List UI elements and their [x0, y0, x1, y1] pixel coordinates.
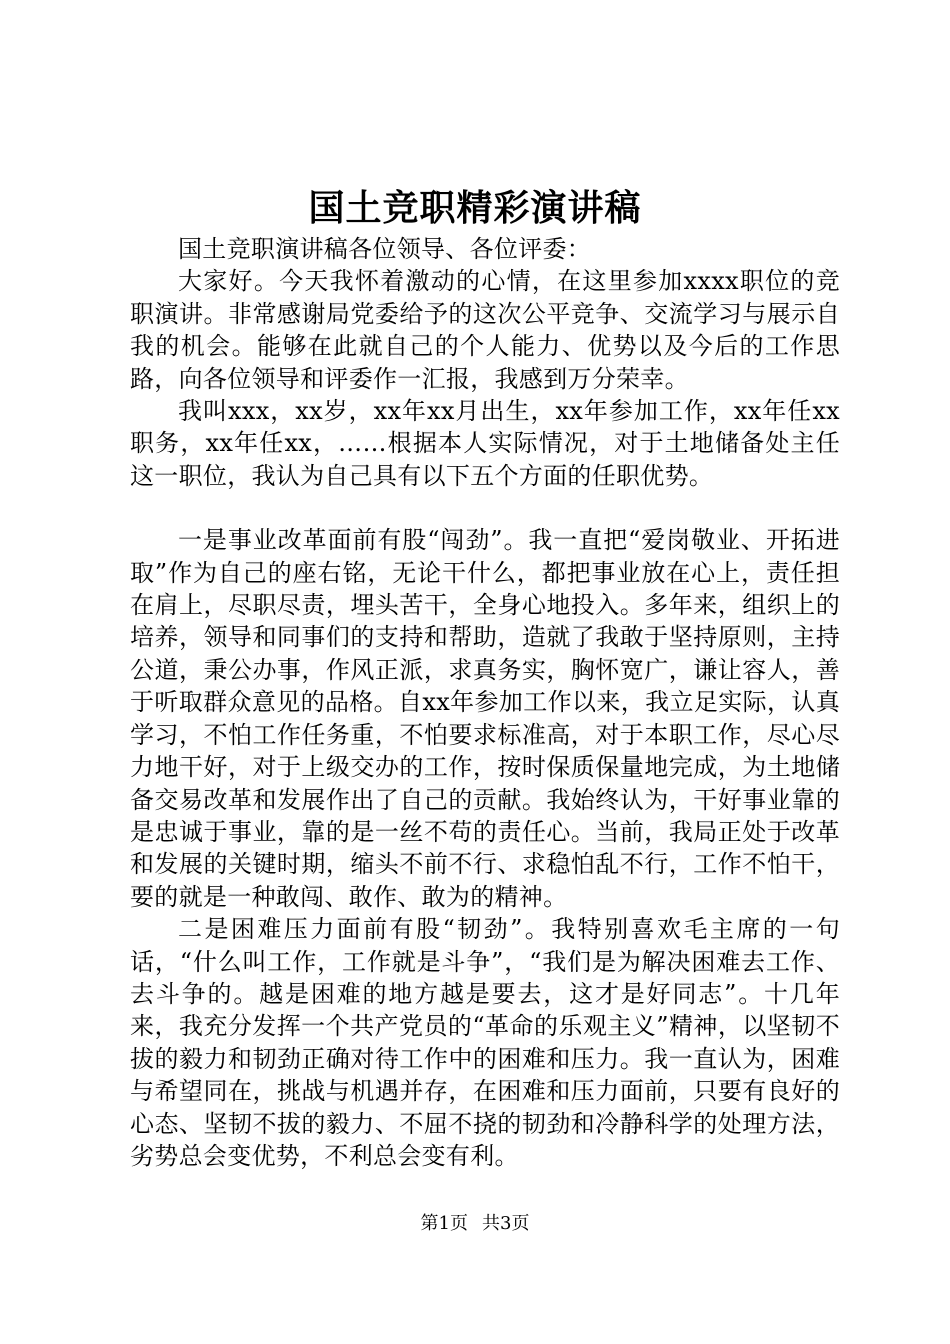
salutation-paragraph: 国土竞职演讲稿各位领导、各位评委：	[178, 235, 592, 263]
paragraph-spacer	[130, 492, 840, 524]
self-introduction-paragraph: 我叫xxx，xx岁，xx年xx月出生，xx年参加工作，xx年任xx职务，xx年任xx，……根据本人实际情况，对于土地储备处主任这一职位，我认为自己具有以下五个方面的任职优势。	[130, 397, 840, 490]
page-total: 共3页	[482, 1213, 530, 1234]
advantage-one-paragraph: 一是事业改革面前有股“闯劲”。我一直把“爱岗敬业、开拓进取”作为自己的座右铭，无论干什么，都把事业放在心上，责任担在肩上，尽职尽责，埋头苦干，全身心地投入。多年来，组织上的培养，领导和同事们的支持和帮助，造就了我敢于坚持原则，主持公道，秉公办事，作风正派，求真务实，胸怀宽广，谦让容人，善于听取群众意见的品格。自xx年参加工作以来，我立足实际，认真学习，不怕工作任务重，不怕要求标准高，对于本职工作，尽心尽力地干好，对于上级交办的工作，按时保质保量地完成，为土地储备交易改革和发展作出了自己的贡献。我始终认为，干好事业靠的是忠诚于事业，靠的是一丝不苟的责任心。当前，我局正处于改革和发展的关键时期，缩头不前不行、求稳怕乱不行，工作不怕干，要的就是一种敢闯、敢作、敢为的精神。	[130, 526, 840, 911]
opening-paragraph: 大家好。今天我怀着激动的心情，在这里参加xxxx职位的竞职演讲。非常感谢局党委给予的这次公平竞争、交流学习与展示自我的机会。能够在此就自己的个人能力、优势以及今后的工作思路，向各位领导和评委作一汇报，我感到万分荣幸。	[130, 267, 840, 393]
advantage-two-paragraph: 二是困难压力面前有股“韧劲”。我特别喜欢毛主席的一句话，“什么叫工作，工作就是斗争”，“我们是为解决困难去工作、去斗争的。越是困难的地方越是要去，这才是好同志”。十几年来，我充分发挥一个共产党员的“革命的乐观主义”精神，以坚韧不拔的毅力和韧劲正确对待工作中的困难和压力。我一直认为，困难与希望同在，挑战与机遇并存，在困难和压力面前，只要有良好的心态、坚韧不拔的毅力、不屈不挠的韧劲和冷静科学的处理方法，劣势总会变优势，不利总会变有利。	[130, 915, 840, 1170]
document-title: 国土竞职精彩演讲稿	[308, 187, 642, 229]
page-number: 第1页	[420, 1213, 468, 1234]
document-body	[130, 233, 840, 1172]
page-footer	[0, 1212, 950, 1236]
